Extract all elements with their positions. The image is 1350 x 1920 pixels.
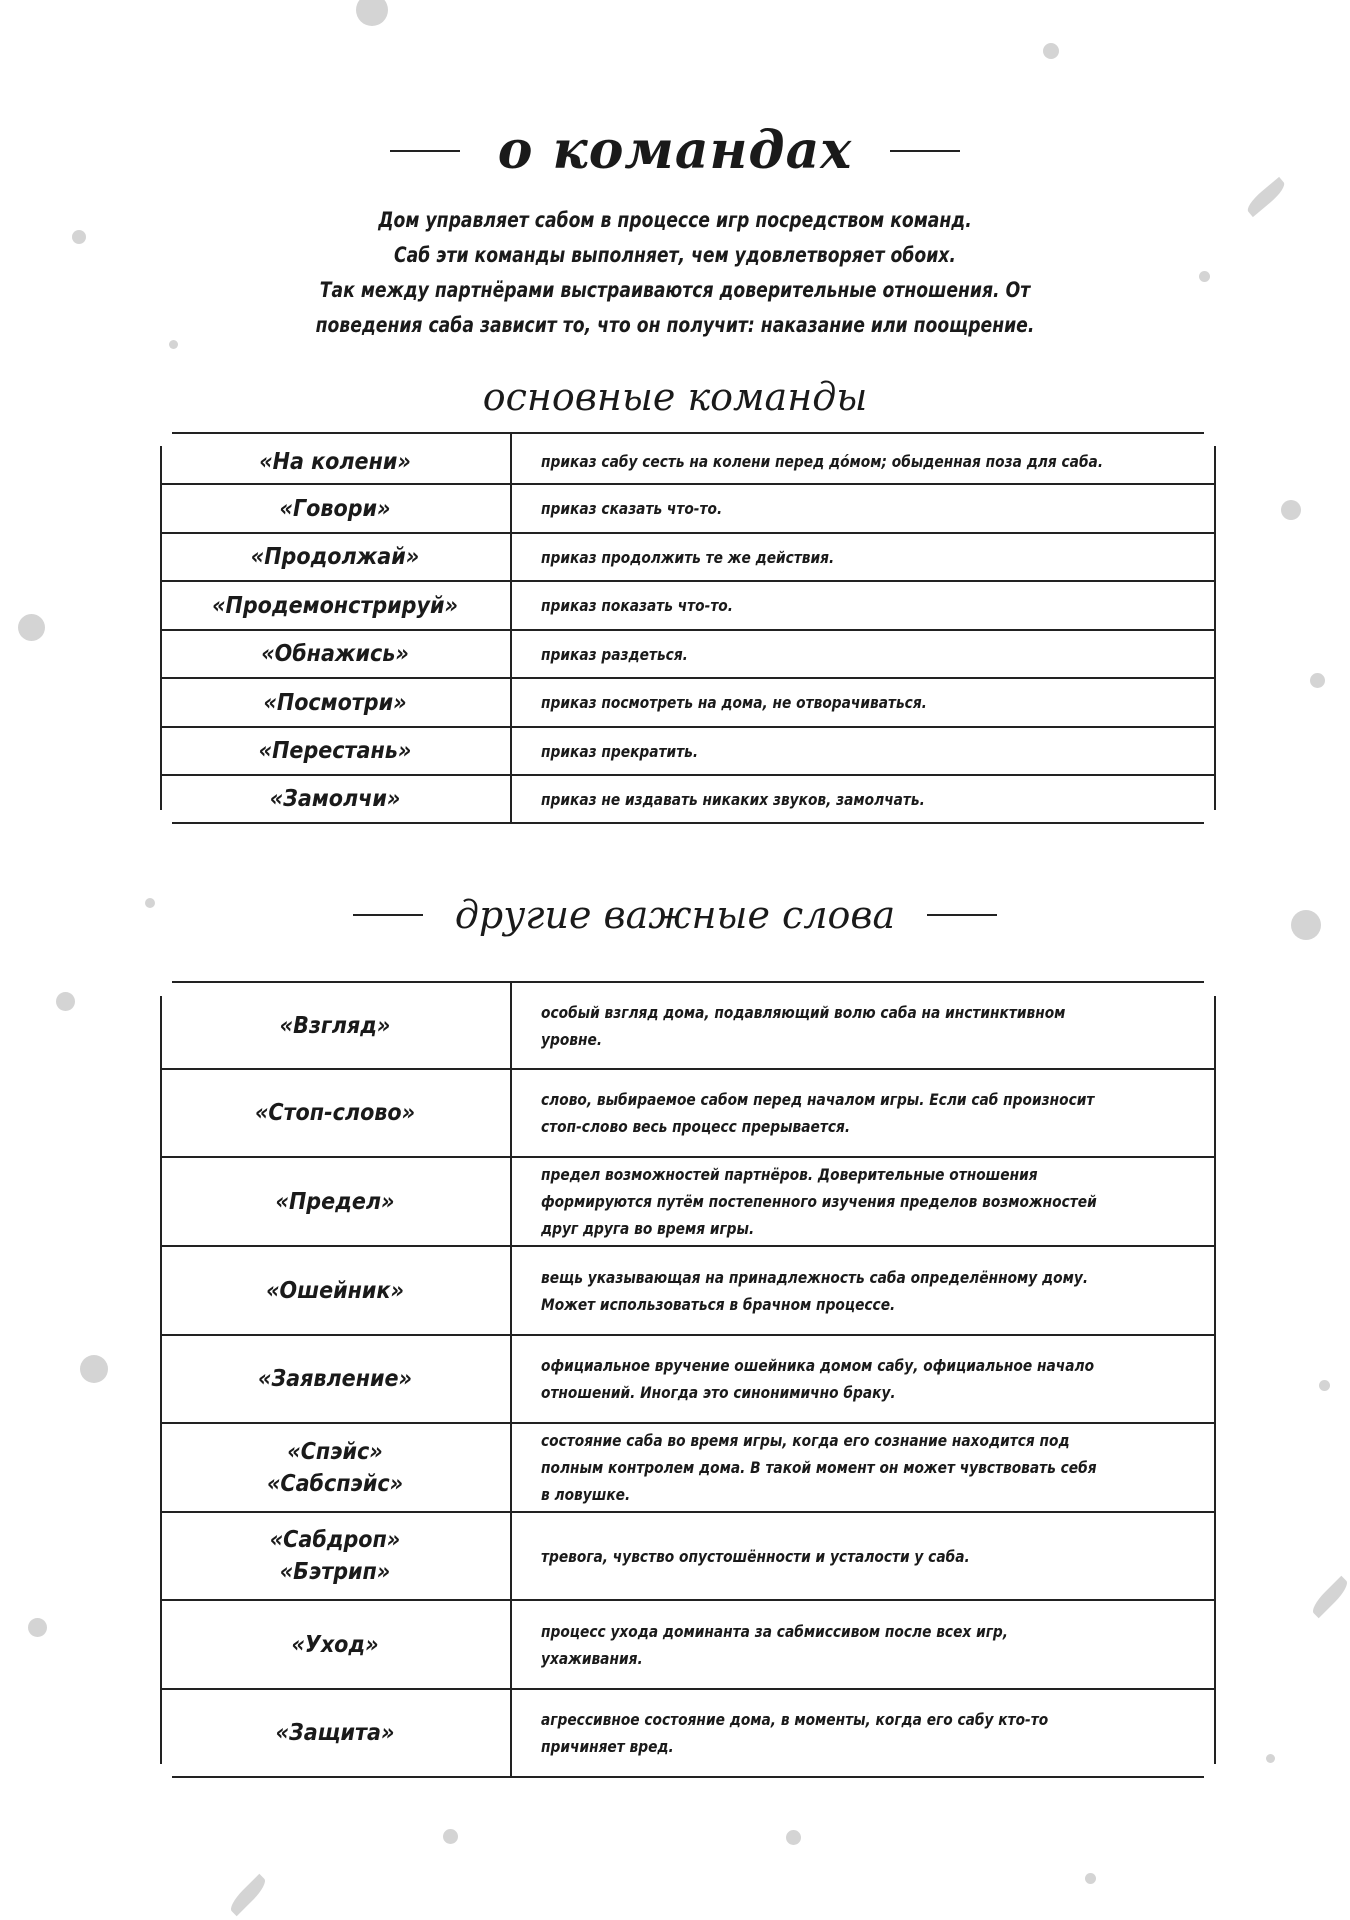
word-term: «Защита»	[275, 1720, 395, 1746]
word-term: «Предел»	[275, 1188, 395, 1215]
word-desc: процесс ухода доминанта за сабмиссивом после всех игр, ухаживания.	[541, 1621, 1008, 1668]
intro-line: поведения саба зависит то, что он получит: наказание или поощрение.	[315, 313, 1035, 337]
word-desc: состояние саба во время игры, когда его сознание находится под полным контролем дома. В такой момент он может чувствовать себя в ловушке.	[541, 1431, 1097, 1504]
word-desc: агрессивное состояние дома, в моменты, когда его сабу кто-то причиняет вред.	[541, 1710, 1049, 1756]
word-desc: вещь указывающая на принадлежность саба определённому дому. Может использоваться в брачном процессе.	[541, 1267, 1089, 1314]
title-rule-left	[353, 914, 423, 916]
word-desc: слово, выбираемое сабом перед началом игры. Если саб произносит стоп-слово весь процесс прерывается.	[541, 1090, 1095, 1136]
column-divider	[510, 981, 512, 1778]
word-desc: особый взгляд дома, подавляющий волю саба на инстинктивном уровне.	[541, 1002, 1066, 1049]
command-term: «Продемонстрируй»	[212, 592, 458, 619]
word-desc: тревога, чувство опустошённости и усталости у саба.	[541, 1546, 970, 1566]
command-term: «Замолчи»	[269, 786, 401, 812]
command-term: «Обнажись»	[261, 641, 409, 667]
command-term: «Говори»	[279, 495, 391, 522]
word-desc: официальное вручение ошейника домом сабу, официальное начало отношений. Иногда это синонимично браку.	[541, 1356, 1095, 1402]
word-term: «Заявление»	[258, 1366, 412, 1392]
intro-line: Дом управляет сабом в процессе игр посредством команд.	[378, 208, 972, 232]
command-desc: приказ показать что-то.	[541, 596, 733, 615]
intro-line: Так между партнёрами выстраиваются доверительные отношения. От	[319, 278, 1031, 302]
command-desc: приказ посмотреть на дома, не отворачиваться.	[541, 693, 927, 712]
word-term	[160, 1513, 510, 1599]
table-border-right	[1214, 446, 1216, 810]
command-term: «Продолжай»	[250, 544, 420, 570]
word-term-line: «Спэйс»	[287, 1438, 383, 1465]
intro-text	[306, 203, 1044, 343]
title-rule-left	[390, 150, 460, 152]
word-term: «Стоп-слово»	[254, 1100, 416, 1126]
word-term: «Ошейник»	[266, 1277, 404, 1304]
word-term	[160, 1424, 510, 1511]
word-term: «Взгляд»	[279, 1012, 391, 1039]
page-title: о командах	[497, 120, 853, 181]
command-desc: приказ прекратить.	[541, 741, 699, 761]
word-term-line: «Сабдроп»	[269, 1527, 401, 1553]
intro-line: Саб эти команды выполняет, чем удовлетворяет обоих.	[394, 243, 956, 267]
table-border-right	[1214, 996, 1216, 1764]
title-rule-right	[890, 150, 960, 152]
command-desc: приказ не издавать никаких звуков, замолчать.	[541, 789, 925, 809]
word-term-line: «Сабспэйс»	[266, 1470, 404, 1497]
command-desc: приказ раздеться.	[541, 644, 688, 664]
other-words-title: другие важные слова	[454, 893, 896, 937]
table-border-bottom	[172, 1776, 1204, 1778]
command-term: «Перестань»	[258, 738, 412, 764]
other-words-title-row	[0, 893, 1350, 937]
title-rule-right	[927, 914, 997, 916]
word-term-line: «Бэтрип»	[279, 1559, 391, 1585]
word-desc: предел возможностей партнёров. Доверительные отношения формируются путём постепенного изучения пределов возможностей друг друга во время игры.	[541, 1165, 1097, 1238]
command-desc: приказ сказать что-то.	[541, 499, 723, 518]
table-border-top	[172, 432, 1204, 434]
table-border-bottom	[172, 822, 1204, 824]
command-desc: приказ продолжить те же действия.	[541, 547, 835, 567]
word-term: «Уход»	[291, 1631, 379, 1658]
basic-commands-title: основные команды	[482, 375, 868, 419]
command-desc: приказ сабу сесть на колени перед дóмом; обыденная поза для саба.	[541, 452, 1104, 471]
page-title-row	[0, 120, 1350, 181]
command-term: «Посмотри»	[263, 689, 407, 716]
command-term: «На колени»	[259, 448, 411, 475]
column-divider	[510, 432, 512, 822]
